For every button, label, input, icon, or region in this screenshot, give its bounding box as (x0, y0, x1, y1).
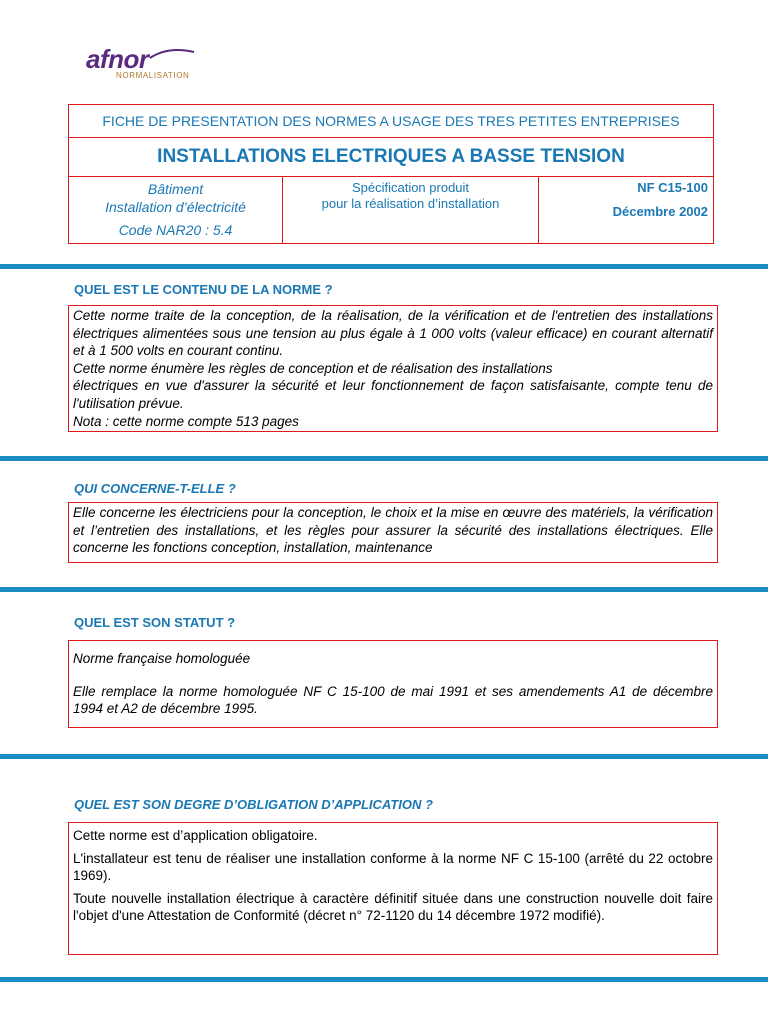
header-subtitle: FICHE DE PRESENTATION DES NORMES A USAGE DES TRES PETITES ENTREPRISES (69, 105, 713, 138)
type-line2: pour la réalisation d’installation (321, 196, 500, 211)
section-divider (0, 264, 768, 269)
nar-code: Code NAR20 : 5.4 (118, 222, 233, 238)
contenu-p2b: électriques en vue d'assurer la sécurité et leur fonctionnement de façon satisfaisante, compte tenu de l'utilisation prévue. (73, 378, 713, 411)
logo-brand: afnor (86, 44, 149, 74)
domain-line1: Bâtiment (147, 181, 204, 197)
domain-line2: Installation d’électricité (105, 199, 246, 215)
section-divider (0, 754, 768, 759)
obligation-p2: L'installateur est tenu de réaliser une installation conforme à la norme NF C 15-100 (arrêté du 22 octobre 1969). (73, 850, 713, 884)
concerne-p1: Elle concerne les électriciens pour la conception, le choix et la mise en œuvre des matériels, la vérification et l’entretien des installations, et les règles pour assurer la sécurité des installations électriques. Elle concerne les fonctions conception, installation, maintenance (73, 505, 713, 556)
obligation-p1: Cette norme est d’application obligatoire. (73, 828, 318, 843)
logo-swoosh-icon (148, 48, 198, 62)
section-box-contenu (68, 305, 718, 432)
section-box-concerne (68, 502, 718, 563)
contenu-p2a: Cette norme énumère les règles de conception et de réalisation des installations (73, 360, 553, 376)
section-divider (0, 587, 768, 592)
header-ref-cell (539, 176, 713, 243)
contenu-nota: Nota : cette norme compte 513 pages (73, 413, 299, 429)
header-domain-cell (69, 176, 283, 243)
section-divider (0, 456, 768, 461)
type-line1: Spécification produit (351, 180, 470, 195)
header-box (68, 104, 714, 244)
norm-reference: NF C15-100 (637, 180, 708, 195)
statut-p1: Norme française homologuée (73, 651, 251, 666)
obligation-p3: Toute nouvelle installation électrique à caractère définitif située dans une construction nouvelle doit faire l'objet d'une Attestation de Conformité (décret n° 72-1120 du 14 décembre 1972 modifié). (73, 890, 713, 924)
section-box-statut (68, 640, 718, 728)
statut-p2: Elle remplace la norme homologuée NF C 15-100 de mai 1991 et ses amendements A1 de décembre 1994 et A2 de décembre 1995. (73, 683, 713, 717)
contenu-p1: Cette norme traite de la conception, de la réalisation, de la vérification et de l'entretien des installations électriques alimentées sous une tension au plus égale à 1 000 volts (valeur efficace) en courant alternatif et à 1 500 volts en courant continu. (73, 308, 713, 359)
header-type-cell (283, 176, 539, 243)
section-title-concerne: QUI CONCERNE-T-ELLE ? (74, 481, 236, 496)
section-box-obligation (68, 822, 718, 955)
section-title-obligation: QUEL EST SON DEGRE D’OBLIGATION D’APPLICATION ? (74, 797, 433, 812)
section-divider (0, 977, 768, 982)
page-title: INSTALLATIONS ELECTRIQUES A BASSE TENSION (69, 137, 713, 177)
header-info-row (69, 176, 713, 243)
section-title-statut: QUEL EST SON STATUT ? (74, 615, 236, 630)
section-title-contenu: QUEL EST LE CONTENU DE LA NORME ? (74, 282, 333, 297)
norm-date: Décembre 2002 (612, 204, 708, 219)
afnor-logo (86, 46, 226, 82)
logo-sub: NORMALISATION (116, 71, 190, 80)
